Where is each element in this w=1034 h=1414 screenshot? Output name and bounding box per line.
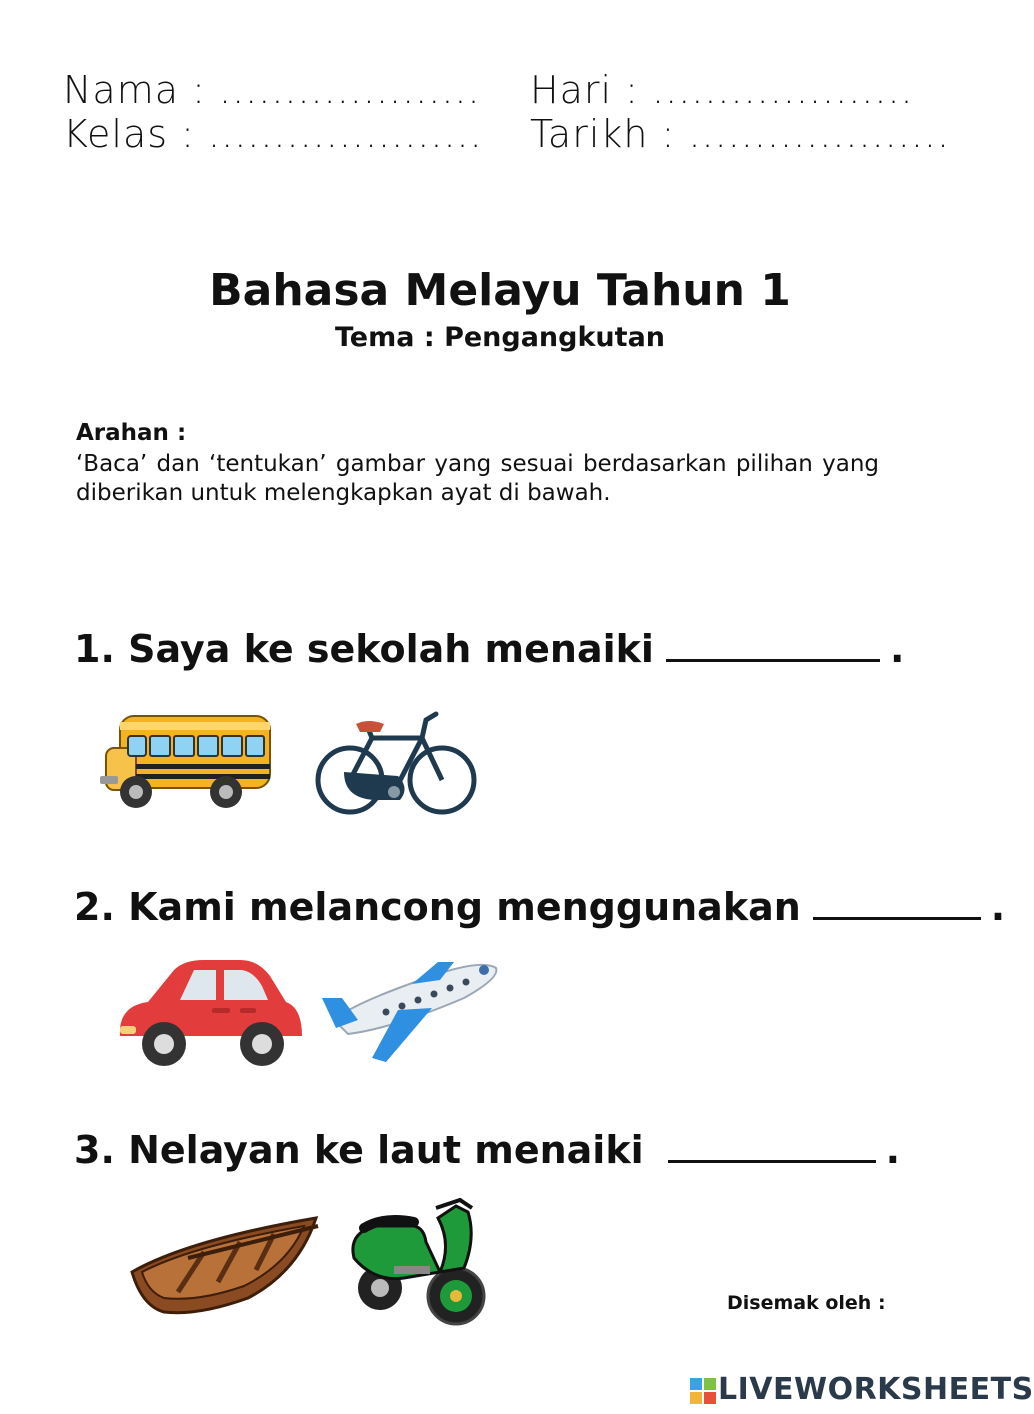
tarikh-label: Tarikh :	[530, 112, 676, 156]
instructions-text: ‘Baca’ dan ‘tentukan’ gambar yang sesuai berdasarkan pilihan yang diberikan untuk melengkapkan ayat di bawah.	[76, 451, 879, 506]
question-1-text: 1. Saya ke sekolah menaiki	[74, 627, 654, 671]
question-2	[74, 885, 1005, 929]
checked-by-label: Disemak oleh :	[727, 1292, 886, 1314]
question-3-end: .	[885, 1128, 901, 1172]
bus-image[interactable]	[98, 708, 274, 812]
question-3-text: 3. Nelayan ke laut menaiki	[74, 1128, 644, 1172]
nama-dots: ....................	[219, 68, 481, 112]
bicycle-image[interactable]	[314, 706, 478, 818]
nama-field	[63, 68, 481, 112]
answer-blank-2[interactable]	[813, 887, 981, 920]
question-2-end: .	[990, 885, 1006, 929]
hari-field	[530, 68, 914, 112]
kelas-field	[63, 112, 483, 156]
hari-dots: ....................	[652, 68, 914, 112]
brand-text: LIVEWORKSHEETS	[718, 1372, 1034, 1407]
question-2-text: 2. Kami melancong menggunakan	[74, 885, 801, 929]
page-title: Bahasa Melayu Tahun 1	[209, 265, 791, 316]
car-image[interactable]	[112, 956, 306, 1070]
brand-watermark	[690, 1372, 1034, 1407]
airplane-image[interactable]	[314, 958, 504, 1066]
boat-image[interactable]	[128, 1212, 322, 1316]
question-1-end: .	[889, 627, 905, 671]
hari-label: Hari :	[530, 68, 639, 112]
motorcycle-image[interactable]	[344, 1198, 494, 1330]
tarikh-field	[530, 112, 950, 156]
answer-blank-1[interactable]	[666, 629, 880, 662]
instructions-label: Arahan :	[76, 420, 187, 446]
nama-label: Nama :	[63, 68, 206, 112]
question-3	[74, 1128, 900, 1172]
answer-blank-3[interactable]	[668, 1130, 876, 1163]
kelas-label: Kelas :	[63, 112, 195, 156]
kelas-dots: .....................	[208, 112, 483, 156]
page-subtitle: Tema : Pengangkutan	[334, 322, 666, 353]
liveworksheets-logo-icon	[690, 1378, 716, 1404]
tarikh-dots: ....................	[688, 112, 951, 156]
question-1	[74, 627, 904, 671]
